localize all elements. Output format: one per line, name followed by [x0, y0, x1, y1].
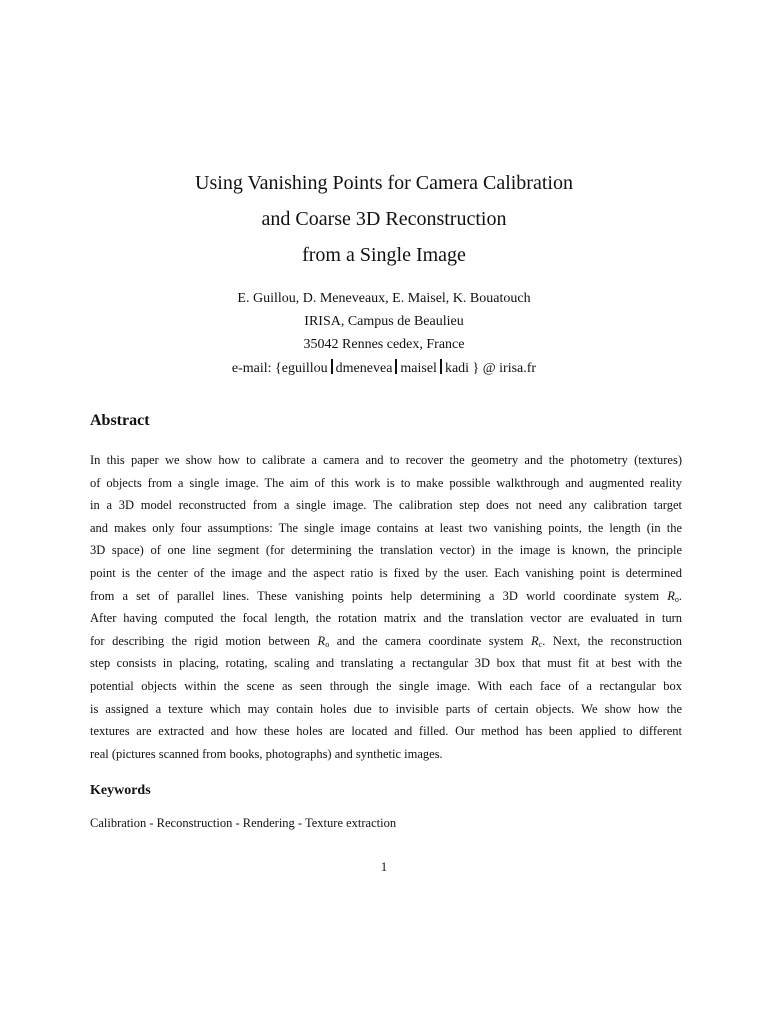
abstract-line: After having computed the focal length, the rotation matrix and the translation vector are evaluated in turn — [90, 611, 682, 626]
abstract-line-7-end: . — [678, 588, 682, 603]
abstract-line: of objects from a single image. The aim of this work is to make possible walkthrough and augmented reality — [90, 475, 682, 490]
abstract-line — [90, 585, 682, 608]
abstract-line: is assigned a texture which may contain holes due to invisible parts of certain objects. We show how the — [90, 701, 682, 716]
abstract-line: potential objects within the scene as seen through the single image. With each face of a rectangular box — [90, 678, 682, 693]
page-number: 1 — [380, 860, 388, 874]
abstract-line: in a 3D model reconstructed from a single image. The calibration step does not need any calibration target — [90, 498, 682, 513]
abstract-line: textures are extracted and how these holes are located and filled. Our method has been applied to different — [90, 724, 682, 739]
symbol-sub-o: o — [674, 594, 679, 604]
email-user-3: maisel — [400, 361, 437, 376]
keywords-heading: Keywords — [90, 783, 151, 798]
author-address: 35042 Rennes cedex, France — [303, 337, 465, 352]
abstract-line: In this paper we show how to calibrate a camera and to recover the geometry and the photometry (textures) — [90, 453, 682, 467]
author-email — [0, 359, 768, 378]
abstract-body — [90, 449, 682, 765]
author-names: E. Guillou, D. Meneveaux, E. Maisel, K. Bouatouch — [237, 291, 531, 306]
paper-title-line-2: and Coarse 3D Reconstruction — [261, 208, 507, 230]
symbol-sub-c: c — [538, 639, 543, 649]
email-separator — [331, 359, 333, 374]
symbol-r-c — [531, 634, 542, 648]
abstract-line: and makes only four assumptions: The single image contains at least two vanishing points, the length (in the — [90, 520, 682, 535]
email-user-2: dmenevea — [335, 361, 393, 376]
symbol-r-o — [667, 589, 679, 603]
abstract-line-7-text: from a set of parallel lines. These vanishing points help determining a 3D world coordinate system — [90, 588, 660, 603]
abstract-line: step consists in placing, rotating, scaling and translating a rectangular 3D box that must fit at best with the — [90, 656, 682, 671]
paper-title-line-1: Using Vanishing Points for Camera Calibration — [195, 172, 573, 194]
symbol-r: R — [531, 633, 539, 648]
abstract-line: 3D space) of one line segment (for determining the translation vector) in the image is known, the principle — [90, 543, 682, 558]
abstract-heading: Abstract — [90, 412, 150, 429]
author-affiliation: IRISA, Campus de Beaulieu — [304, 314, 464, 329]
keywords-text: Calibration - Reconstruction - Rendering - Texture extraction — [90, 816, 397, 830]
symbol-r: R — [317, 633, 326, 648]
abstract-line: point is the center of the image and the aspect ratio is fixed by the user. Each vanishing point is determined — [90, 565, 682, 580]
email-separator — [440, 359, 442, 374]
symbol-sub-o: o — [325, 639, 330, 649]
abstract-line-9-pre: for describing the rigid motion between — [90, 633, 311, 648]
symbol-r-o — [318, 634, 330, 648]
symbol-r: R — [667, 588, 675, 603]
email-prefix: e-mail: {eguillou — [231, 361, 328, 376]
abstract-line-9-post: . Next, the reconstruction — [542, 633, 683, 648]
abstract-line: real (pictures scanned from books, photographs) and synthetic images. — [90, 746, 443, 761]
abstract-line — [90, 630, 682, 653]
paper-title-line-3: from a Single Image — [302, 244, 466, 266]
email-suffix: kadi } @ irisa.fr — [444, 361, 537, 376]
email-separator — [395, 359, 397, 374]
abstract-line-9-mid: and the camera coordinate system — [336, 633, 524, 648]
